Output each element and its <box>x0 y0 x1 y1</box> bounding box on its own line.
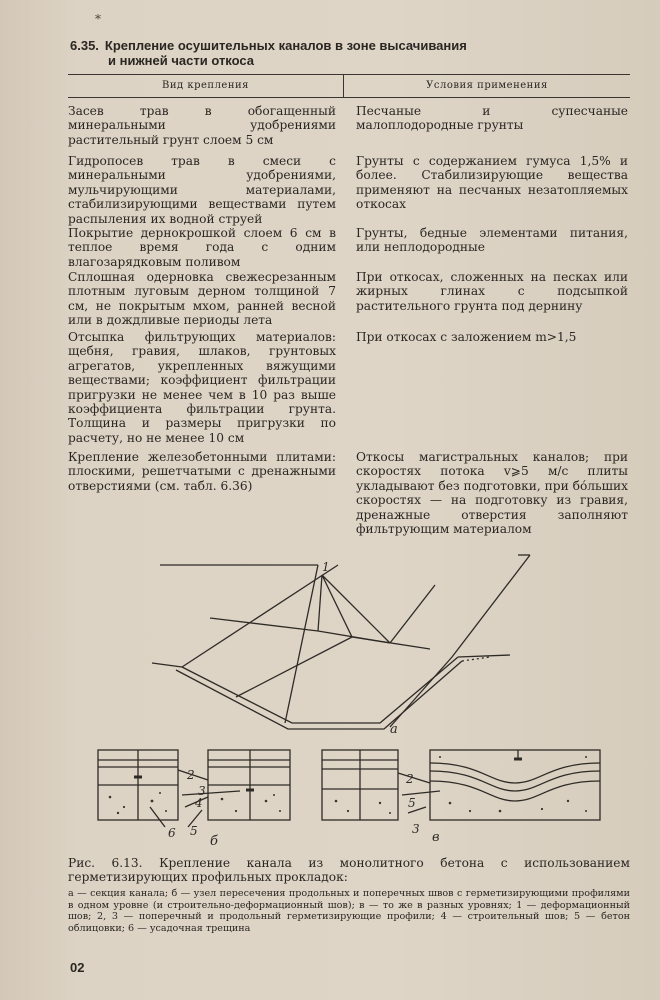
fig-marker-5-b: 5 <box>190 824 198 838</box>
header-col-conditions: Условия применения <box>426 80 548 91</box>
table-number: 6.35. <box>70 38 99 53</box>
figure-legend: а — секция канала; б — узел пересечения продольных и поперечных швов с герметизирующими профилями в одном уровне (и строительно-деформационный шов); в — то же в разных уровнях; 1 — деформационный шов; 2, 3 — поперечный и продольный герметизирующие профили; 4 — строительный шов; 5 — бетон облицовки; 6 — усадочная трещина <box>68 888 630 934</box>
row-type: Покрытие дернокрошкой слоем 6 см в теплое время года с одним влагозарядковым поливом <box>68 226 336 269</box>
table-header <box>68 74 630 98</box>
page-mark: * <box>95 12 101 26</box>
fig-marker-2-v: 2 <box>406 772 414 786</box>
canal-figure <box>90 545 630 855</box>
joint-detail-v <box>322 750 600 820</box>
fig-label-b: б <box>210 834 218 849</box>
fig-label-v: в <box>432 830 440 845</box>
fig-marker-6-b: 6 <box>168 826 176 840</box>
fig-marker-1: 1 <box>322 560 330 574</box>
row-conditions: Откосы магистральных каналов; при скоростях потока v⩾5 м/с плиты укладывают без подготовки, при бо́льших скоростях — на подготовку из гравия, дренажные отверстия заполняют фильтрующим материалом <box>356 450 628 537</box>
row-type: Гидропосев трав в смеси с минеральными удобрениями, мульчирующими материалами, стабилизирующими веществами путем распыления их водной струей <box>68 154 336 226</box>
table-title-line1: Крепление осушительных каналов в зоне высачивания <box>104 38 467 53</box>
row-conditions: При откосах с заложением m>1,5 <box>356 330 577 344</box>
row-conditions: Грунты с содержанием гумуса 1,5% и более. Стабилизирующие вещества применяют на песчаных незатопляемых откосах <box>356 154 628 212</box>
fig-marker-4-b: 4 <box>195 796 203 810</box>
fig-marker-3-b: 3 <box>198 784 206 798</box>
row-type: Крепление железобетонными плитами: плоскими, решетчатыми с дренажными отверстиями (см. табл. 6.36) <box>68 450 336 493</box>
joint-detail-b <box>98 750 290 827</box>
table-title <box>70 38 630 68</box>
fig-marker-3-v: 3 <box>412 822 420 836</box>
row-type: Отсыпка фильтрующих материалов: щебня, гравия, шлаков, грунтовых агрегатов, укрепленных вяжущими веществами; коэффициент фильтрации пригрузки не менее чем в 10 раз выше коэффициента фильтрации грунта. Толщина и размеры пригрузки по расчету, но не менее 10 см <box>68 330 336 445</box>
row-conditions: Грунты, бедные элементами питания, или неплодородные <box>356 226 628 255</box>
row-conditions: При откосах, сложенных на песках или жирных глинах с подсыпкой растительного грунта под дернину <box>356 270 628 313</box>
fig-marker-5-v: 5 <box>408 796 416 810</box>
fig-marker-2-b: 2 <box>187 768 195 782</box>
row-type: Сплошная одерновка свежесрезанным плотным луговым дерном толщиной 7 см, не покрытым мхом, ранней весной или в дождливые периоды лета <box>68 270 336 328</box>
page-number: 02 <box>70 960 85 975</box>
table-title-line2: и нижней части откоса <box>108 53 255 68</box>
row-type: Засев трав в обогащенный минеральными удобрениями растительный грунт слоем 5 см <box>68 104 336 147</box>
row-conditions: Песчаные и супесчаные малоплодородные грунты <box>356 104 628 133</box>
canal-section-drawing <box>152 555 530 729</box>
fig-label-a: а <box>390 722 398 737</box>
figure-caption: Рис. 6.13. Крепление канала из монолитного бетона с использованием герметизирующих профильных прокладок: <box>68 856 630 884</box>
header-col-type: Вид крепления <box>162 80 249 91</box>
concrete-aggregate-texture <box>109 756 587 814</box>
